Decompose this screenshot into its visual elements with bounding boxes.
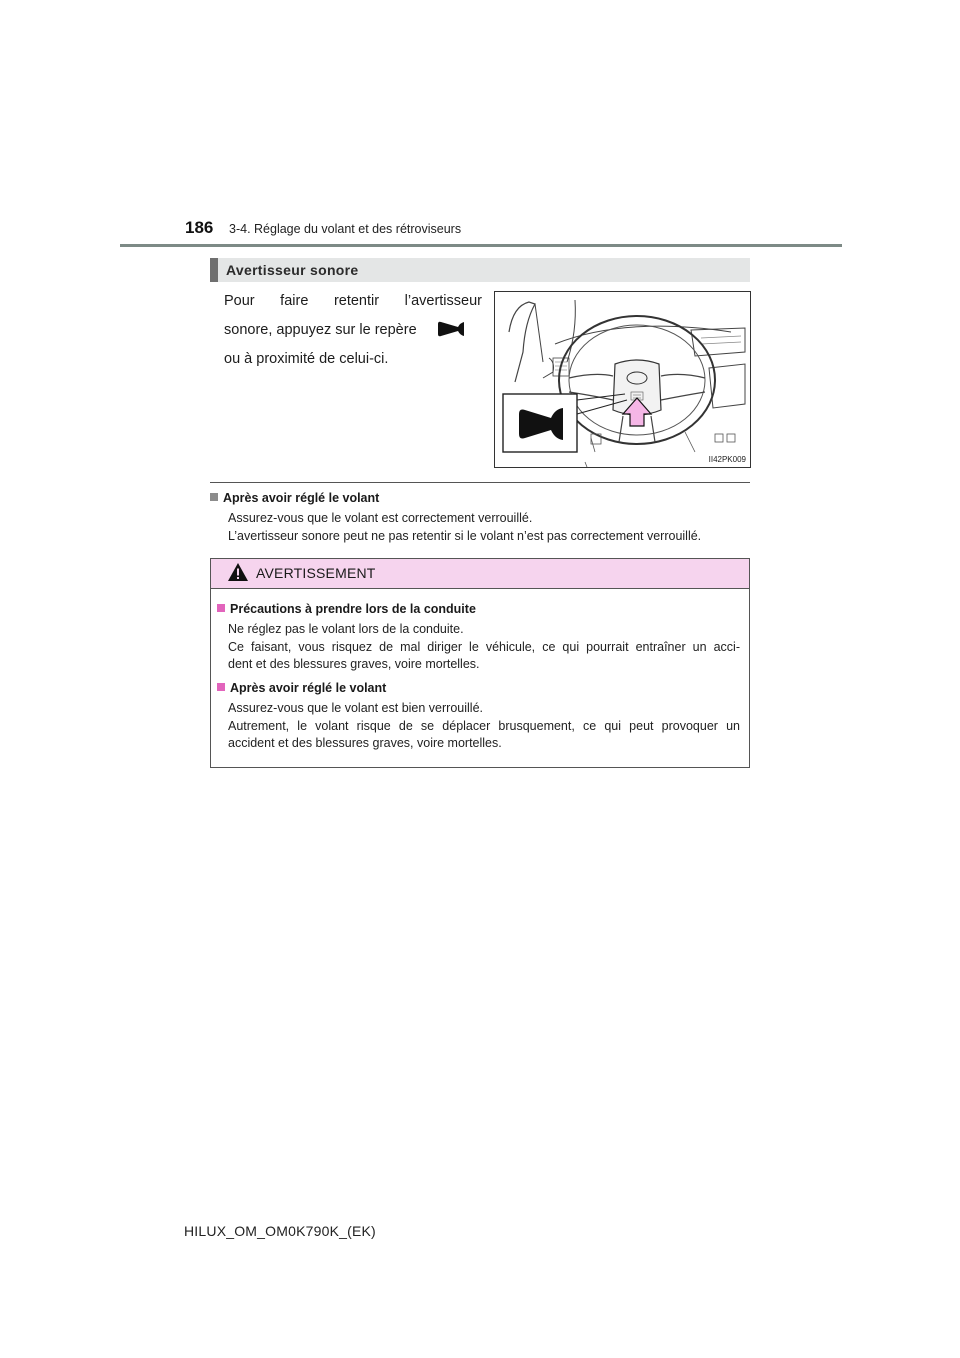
square-bullet-icon xyxy=(217,604,225,612)
footer-code: HILUX_OM_OM0K790K_(EK) xyxy=(184,1223,376,1239)
header-rule xyxy=(120,244,842,247)
note-body xyxy=(228,510,748,545)
warning-item-1-title xyxy=(217,602,476,616)
warning-box xyxy=(210,558,750,768)
section-header: 3-4. Réglage du volant et des rétroviseurs xyxy=(229,222,462,236)
warning-item-2-line-1: Assurez-vous que le volant est bien verrouillé. xyxy=(228,701,483,715)
warning-item-2-body xyxy=(228,700,740,753)
intro-line-2: sonore, appuyez sur le repère xyxy=(224,322,417,338)
warning-item-2-title-text: Après avoir réglé le volant xyxy=(230,681,387,695)
warning-label: AVERTISSEMENT xyxy=(256,565,376,581)
warning-triangle-icon xyxy=(227,562,249,582)
square-bullet-icon xyxy=(217,683,225,691)
section-title-bar xyxy=(210,258,750,282)
warning-item-1-line-2: Ce faisant, vous risquez de mal diriger le véhicule, ce qui pourrait entraîner un acci- xyxy=(228,639,740,654)
square-bullet-icon xyxy=(210,493,218,501)
warning-item-2-line-2: Autrement, le volant risque de se déplacer brusquement, ce qui peut provoquer un xyxy=(228,718,740,733)
intro-line-3: ou à proximité de celui-ci. xyxy=(224,351,389,367)
note-line-1: Assurez-vous que le volant est correctement verrouillé. xyxy=(228,511,533,525)
warning-item-1-line-3: dent et des blessures graves, voire mortelles. xyxy=(228,657,480,671)
warning-item-1-line-1: Ne réglez pas le volant lors de la conduite. xyxy=(228,622,464,636)
warning-item-1-title-text: Précautions à prendre lors de la conduite xyxy=(230,602,476,616)
steering-wheel-figure xyxy=(494,291,751,468)
separator-rule xyxy=(210,482,750,483)
warning-item-1-body xyxy=(228,621,740,674)
warning-item-2-title xyxy=(217,681,386,695)
section-marker xyxy=(210,258,218,282)
steering-wheel-illustration xyxy=(495,292,750,467)
section-title: Avertisseur sonore xyxy=(226,262,359,278)
figure-code: II42PK009 xyxy=(708,455,746,464)
horn-icon xyxy=(436,318,466,340)
warning-header xyxy=(211,559,749,589)
note-line-2: L’avertisseur sonore peut ne pas retentir si le volant n’est pas correctement verrouillé. xyxy=(228,528,702,543)
intro-line-1: Pour faire retentir l’avertisseur xyxy=(224,293,482,309)
note-title-text: Après avoir réglé le volant xyxy=(223,491,380,505)
page-number: 186 xyxy=(185,218,214,237)
note-title xyxy=(210,491,379,505)
warning-item-2-line-3: accident et des blessures graves, voire mortelles. xyxy=(228,736,502,750)
